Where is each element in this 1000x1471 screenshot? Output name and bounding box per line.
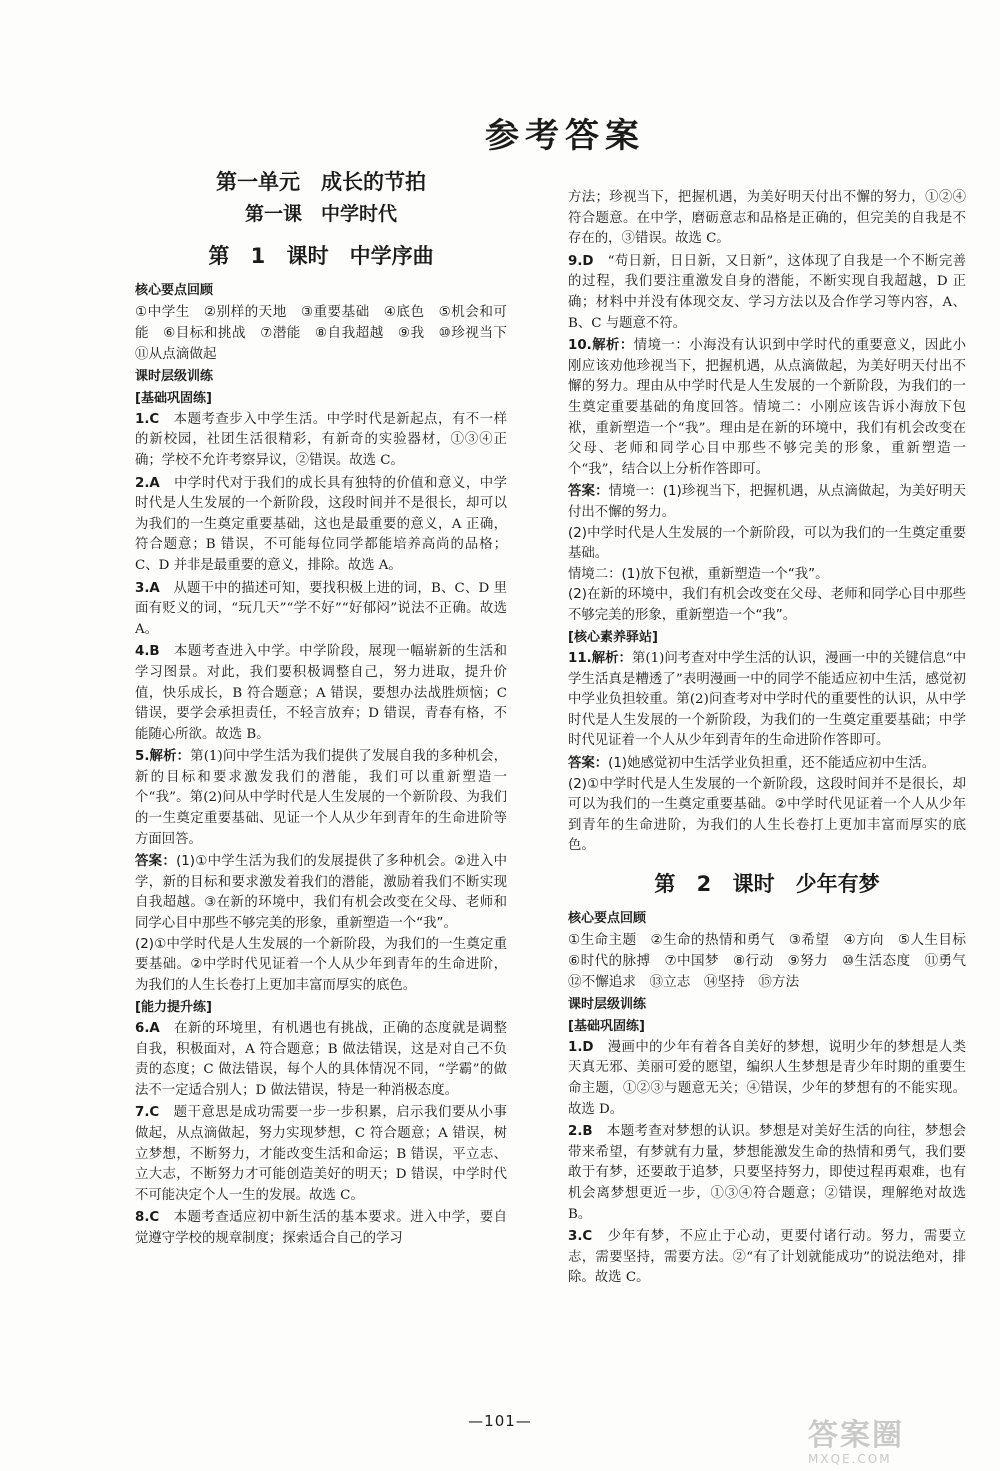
left-column — [135, 165, 521, 1252]
review-heading: 核心要点回顾 — [135, 283, 214, 298]
question-text: 第(1)问考查对中学生活的认识，漫画一中的关键信息“中学生活真是糟透了”表明漫画一中的同学不能适应初中生活，感觉初中学业负担较重。第(2)问查考对中学时代的重要性的认识，从中学时代是人生发展的一个新阶段，为我们的一生奠定重要基础；中学时代见证着一个人从少年到青年的生命进阶作答即可。 — [568, 651, 966, 749]
answer-label: 答案： — [135, 854, 177, 870]
question-text: “苟日新，日日新，又日新”，这体现了自我是一个不断完善的过程，我们要注重激发自身的潜能，不断实现自我超越，D 正确；材料中并没有体现交友、学习方法以及合作学习等内容，A、B、C 与题意不符。 — [568, 253, 966, 331]
question-text: 本题考查适应初中新生活的基本要求。进入中学，要自觉遵守学校的规章制度；探索适合自己的学习 — [135, 1210, 507, 1246]
answer-10-part-1 — [568, 482, 966, 523]
question-number: 7.C — [135, 1105, 160, 1121]
period-2-title: 第 2 课时 少年有梦 — [654, 872, 880, 896]
answer-text: (1)她感觉初中生活学业负担重，还不能适应初中生活。 — [608, 756, 936, 772]
unit-title: 第一单元 成长的节拍 — [216, 170, 426, 194]
question-5 — [135, 747, 507, 850]
answer-label: 答案： — [568, 484, 609, 500]
core-heading: [核心素养驿站] — [568, 630, 658, 646]
review-text-2: ①生命主题 ②生命的热情和勇气 ③希望 ④方向 ⑤人生目标 ⑥时代的脉搏 ⑦中国梦 ⑧行动 ⑨努力 ⑩生活态度 ⑪勇气 ⑫不懈追求 ⑬立志 ⑭坚持 ⑮方法 — [568, 931, 980, 990]
question-9 — [568, 252, 966, 334]
question-number: 10.解析： — [568, 338, 634, 354]
question-number: 6.A — [135, 1021, 160, 1036]
question-3 — [135, 579, 507, 641]
question-number: 5.解析： — [135, 749, 191, 765]
answer-label: 答案： — [568, 756, 609, 772]
question-number: 9.D — [568, 253, 594, 269]
question-text: 情境一：小海没有认识到中学时代的重要意义，因此小刚应该劝他珍视当下，把握机遇，从点滴做起，为美好明天付出不懈的努力。理由从中学时代是人生发展的一个新阶段，为我们的一生奠定重要基础的角度回答。情境二：小刚应该告诉小海放下包袱，重新塑造一个“我”。理由是在新的环境中，我们有机会改变在父母、老师和同学心目中那些不够完美的形象，重新塑造一个“我”，结合以上分析作答即可。 — [568, 338, 966, 477]
question-text: 中学时代对于我们的成长具有独特的价值和意义，中学时代是人生发展的一个新阶段，这段时间并不是很长，却可以为我们的一生奠定重要基础，这也是最重要的意义，A 正确，符合题意；B 错误，不可能每位同学都能培养高尚的品格；C、D 并非是最重要的意义，排除。故选 A。 — [135, 475, 507, 573]
answer-11-part-2: (2)①中学时代是人生发展的一个新阶段，这段时间并不是很长，却可以为我们的一生奠定重要基础。②中学时代见证着一个人从少年到青年的生命进阶，为我们的人生长卷打上更加丰富而厚实的底色。 — [568, 776, 966, 854]
question-number: 1.C — [135, 411, 160, 427]
question-8-continued: 方法；珍视当下，把握机遇，为美好明天付出不懈的努力，①②④符合题意。在中学，磨砺意志和品格是正确的，但完美的自我是不存在的，③错误。故选 C。 — [568, 190, 966, 247]
answer-10-part-4: (2)在新的环境中，我们有机会改变在父母、老师和同学心目中那些不够完美的形象，重新塑造一个“我”。 — [568, 587, 966, 623]
answer-11-part-1 — [568, 754, 966, 775]
watermark-url: MXQE.COM — [808, 1452, 892, 1466]
training-heading-2: 课时层级训练 — [568, 996, 647, 1012]
ability-heading: [能力提升练] — [135, 1000, 212, 1016]
basic-heading: [基础巩固练] — [135, 391, 212, 407]
answer-5-part-2: (2)①中学时代是人生发展的一个新阶段，为我们的一生奠定重要基础。②中学时代见证着一个人从少年到青年的生命进阶，为我们的人生长卷打上更加丰富而厚实的底色。 — [135, 936, 507, 993]
question-1 — [135, 410, 507, 472]
question-number: 11.解析： — [568, 651, 632, 667]
question-p2-3 — [568, 1227, 966, 1289]
basic-heading-2: [基础巩固练] — [568, 1019, 645, 1035]
question-number: 2.A — [135, 475, 160, 491]
question-text: 本题考查进入中学。中学阶段，展现一幅崭新的生活和学习图景。对此，我们要积极调整自己，努力进取，提升价值，快乐成长，B 符合题意；A 错误，要想办法战胜烦恼；C 错误，要学会承担责任，不轻言放弃；D 错误，青春有格，不能随心所欲。故选 B。 — [135, 644, 507, 742]
lesson-title: 第一课 中学时代 — [244, 203, 397, 225]
question-8 — [135, 1208, 507, 1249]
question-text: 本题考查对梦想的认识。梦想是对美好生活的向往，梦想会带来希望，有梦就有力量，梦想能激发生命的热情和勇气，我们要敢于有梦，还要敢于追梦，只要坚持努力，即使过程再艰难，也有机会离梦想更近一步，①③④符合题意；②错误，理解绝对故选 B。 — [568, 1124, 966, 1222]
answer-text: (1)①中学生活为我们的发展提供了多种机会。②进入中学，新的目标和要求激发着我们的潜能，激励着我们不断实现自我超越。③在新的环境中，我们有机会改变在父母、老师和同学心目中那些不够完美的形象，重新塑造一个“我”。 — [135, 854, 507, 932]
review-heading-2: 核心要点回顾 — [568, 911, 647, 926]
answer-text: 情境一：(1)珍视当下，把握机遇，从点滴做起，为美好明天付出不懈的努力。 — [568, 484, 967, 520]
page-title: 参考答案 — [485, 116, 645, 156]
question-p2-2 — [568, 1122, 966, 1225]
review-text: ①中学生 ②别样的天地 ③重要基础 ④底色 ⑤机会和可能 ⑥目标和挑战 ⑦潜能 ⑧自我超越 ⑨我 ⑩珍视当下 ⑪从点滴做起 — [135, 303, 521, 362]
question-number: 2.B — [568, 1124, 593, 1140]
question-text: 题干意思是成功需要一步一步积累，启示我们要从小事做起，从点滴做起，努力实现梦想，C 符合题意；A 错误，树立梦想，不断努力，才能改变生活和命运；B 错误，平立志、立大志，不断努力才可能创造美好的明天；D 错误，中学时代不可能决定个人一生的发展。故选 C。 — [135, 1105, 507, 1203]
question-6 — [135, 1019, 507, 1101]
period-title: 第 1 课时 中学序曲 — [208, 244, 434, 268]
question-text: 本题考查步入中学生活。中学时代是新起点，有不一样的新校园，社团生活很精彩，有新奇的实验器材，①③④正确；学校不允许考察异议，②错误。故选 C。 — [135, 411, 507, 468]
watermark-text: 答案圈 — [808, 1418, 904, 1453]
question-text: 从题干中的描述可知，要找积极上进的词，B、C、D 里面有贬义的词，“玩几天”“学不好”“好郁闷”说法不正确。故选 A。 — [135, 580, 507, 637]
page-number: —101— — [468, 1412, 532, 1430]
question-number: 1.D — [568, 1039, 594, 1055]
training-heading: 课时层级训练 — [135, 368, 214, 384]
question-4 — [135, 642, 507, 745]
question-text: 第(1)问中学生活为我们提供了发展自我的多种机会，新的目标和要求激发我们的潜能，我们可以重新塑造一个“我”。第(2)问从中学时代是人生发展的一个新阶段、为我们的一生奠定重要基础、见证一个人从少年到青年的生命进阶等方面回答。 — [135, 749, 507, 847]
question-p2-1 — [568, 1038, 966, 1120]
question-7 — [135, 1103, 507, 1206]
question-number: 3.A — [135, 580, 160, 596]
question-10 — [568, 336, 966, 480]
question-2 — [135, 474, 507, 577]
question-text: 漫画中的少年有着各自美好的梦想，说明少年的梦想是人类天真无邪、美丽可爱的愿望，编织人生梦想是青少年时期的重要生命主题，①②③与题意无关；④错误，少年的梦想有的不能实现。故选 D。 — [568, 1039, 966, 1117]
answer-10-part-3: 情境二：(1)放下包袱，重新塑造一个“我”。 — [568, 566, 829, 582]
question-text: 在新的环境里，有机遇也有挑战，正确的态度就是调整自我，积极面对，A 符合题意；B 做法错误，这是对自己不负责的态度；C 做法错误，每个人的具体情况不同，“学霸”的做法不一定适合别人；D 做法错误，特是一种消极态度。 — [135, 1021, 507, 1098]
question-number: 4.B — [135, 644, 160, 660]
question-text: 少年有梦，不应止于心动，更要付诸行动。努力，需要立志，需要坚持，需要方法。②“有了计划就能成功”的说法绝对，排除。故选 C。 — [568, 1229, 966, 1286]
right-column — [568, 188, 980, 1291]
question-number: 8.C — [135, 1210, 160, 1226]
question-number: 3.C — [568, 1229, 593, 1245]
watermark-logo — [808, 1420, 993, 1466]
answer-5-part-1 — [135, 852, 507, 934]
question-11 — [568, 649, 966, 752]
answer-10-part-2: (2)中学时代是人生发展的一个新阶段，可以为我们的一生奠定重要基础。 — [568, 525, 966, 562]
